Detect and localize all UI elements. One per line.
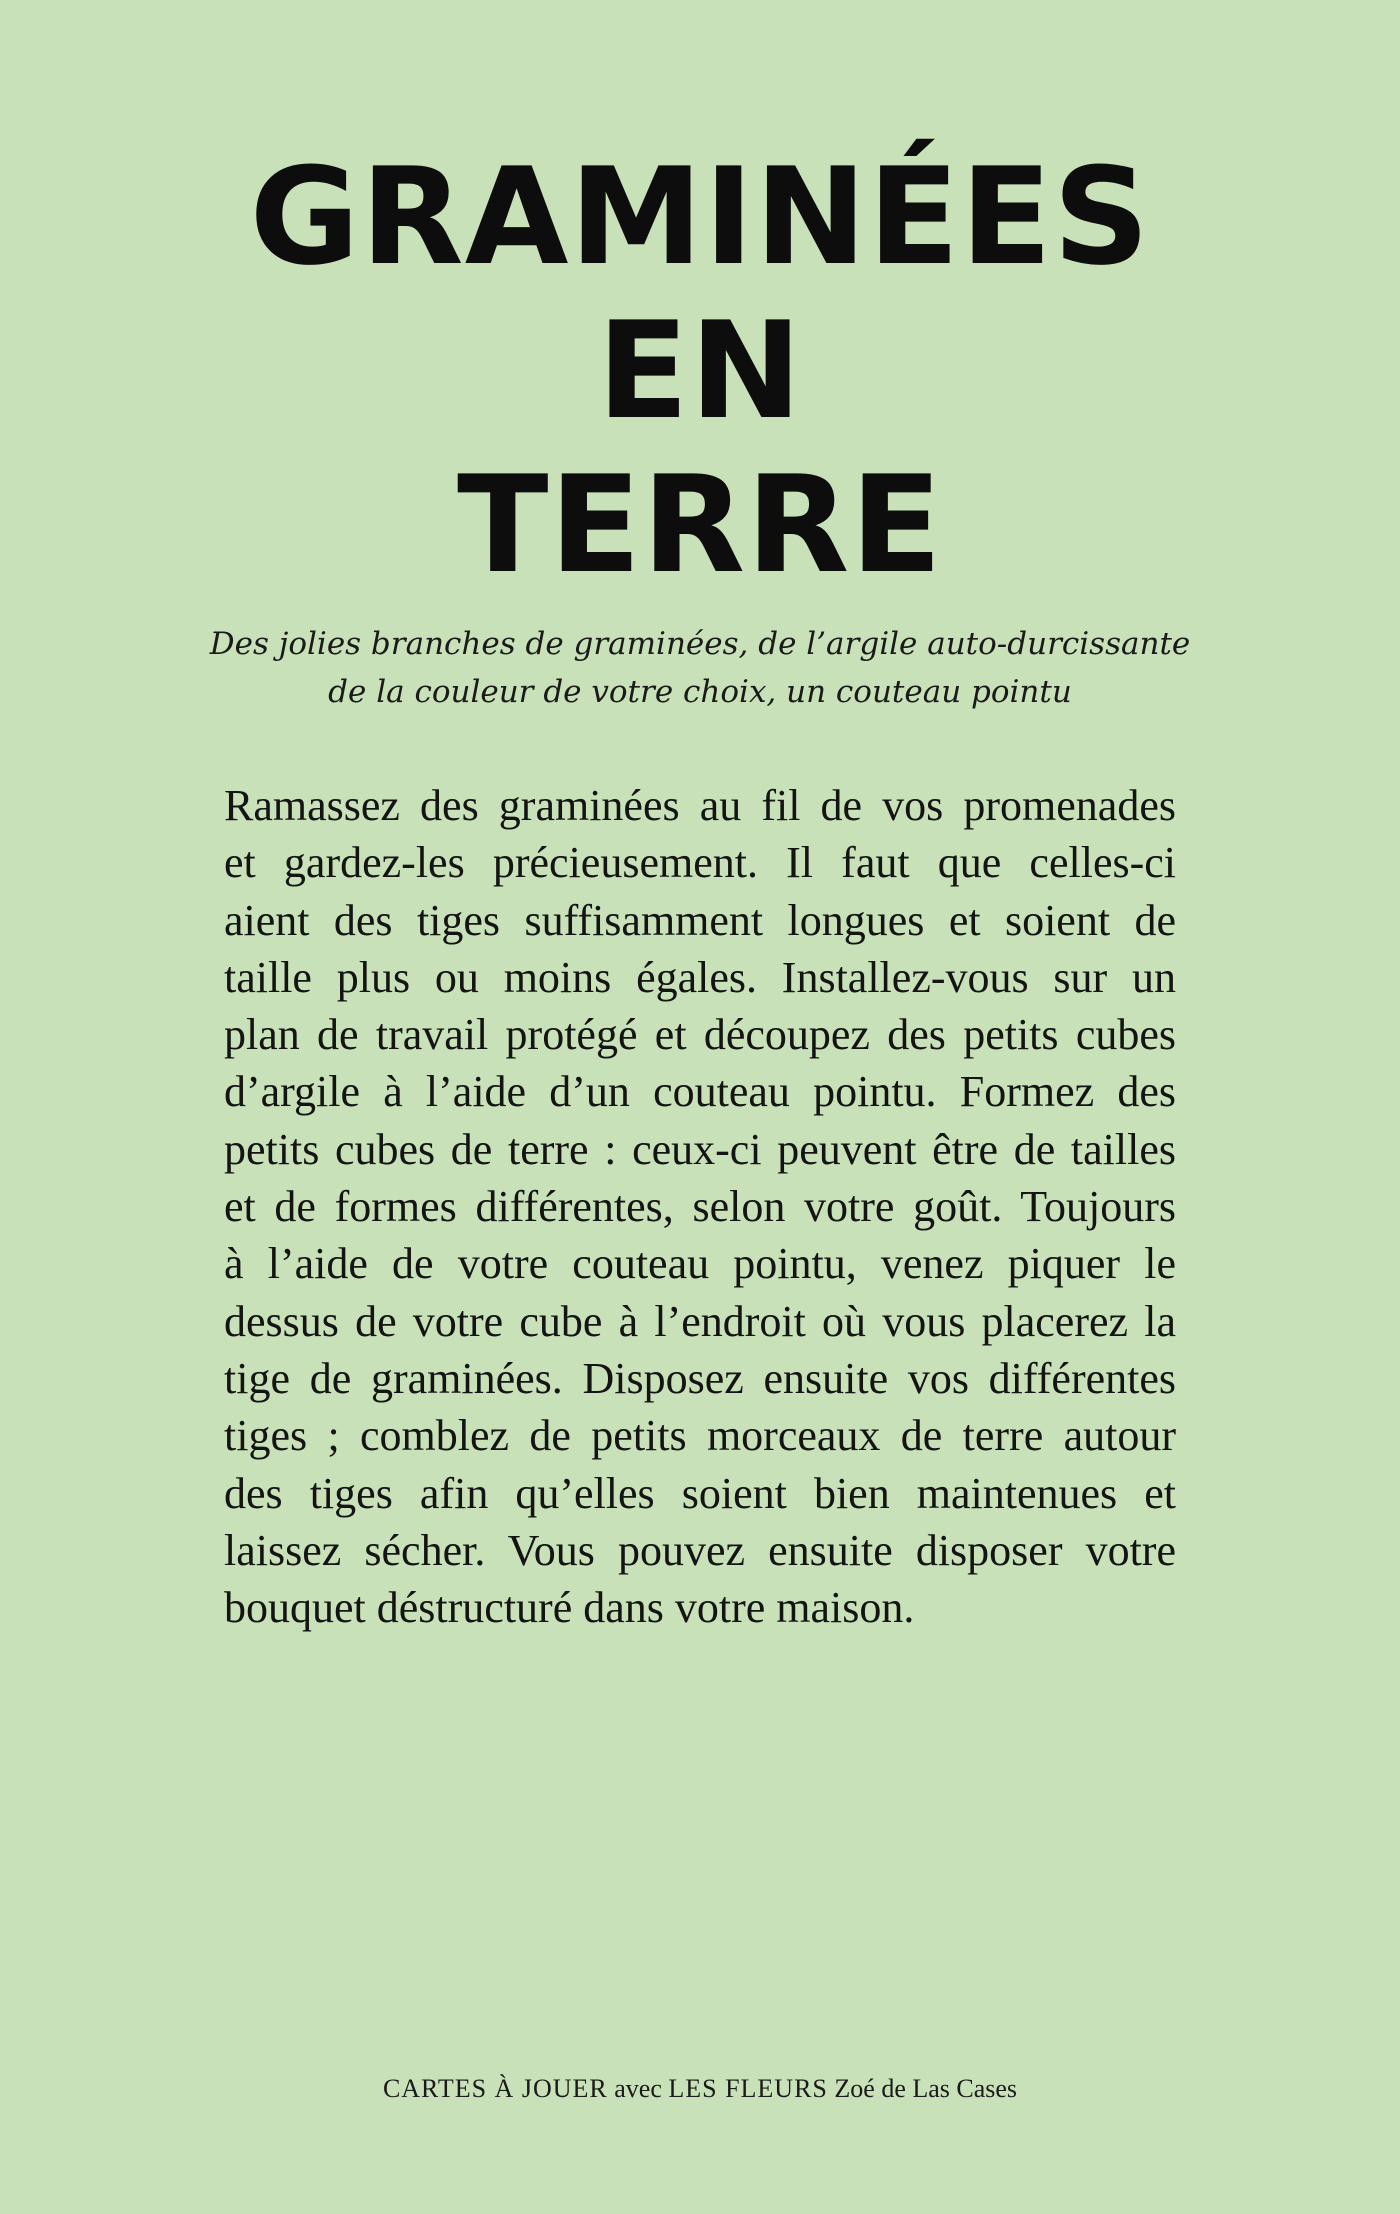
footer-collection: LES FLEURS — [668, 2074, 828, 2103]
instructions-line: bouquet déstructuré dans votre maison. — [224, 1583, 915, 1633]
instructions-line: d’argile à l’aide d’un couteau pointu. Formez des — [224, 1067, 1176, 1117]
instructions-line: des tiges afin qu’elles soient bien maintenues et — [224, 1468, 1176, 1518]
footer-series: CARTES À JOUER — [382, 2074, 608, 2103]
title-line-1: GRAMINÉES — [249, 139, 1151, 295]
instructions-line: et gardez-les précieusement. Il faut que celles-ci — [224, 838, 1176, 888]
instructions-text — [224, 777, 1176, 1636]
instructions-line: Ramassez des graminées au fil de vos promenades — [224, 781, 1176, 830]
instructions-line: tiges ; comblez de petits morceaux de terre autour — [224, 1411, 1176, 1461]
title-line-3: TERRE — [457, 447, 943, 603]
card-title — [0, 140, 1400, 602]
instructions-line: tige de graminées. Disposez ensuite vos différentes — [224, 1353, 1176, 1403]
title-line-2: EN — [597, 293, 803, 449]
instructions-line: et de formes différentes, selon votre goût. Toujours — [224, 1182, 1176, 1232]
instructions-line: laissez sécher. Vous pouvez ensuite disposer votre — [224, 1525, 1176, 1575]
instructions-line: dessus de votre cube à l’endroit où vous placerez la — [224, 1296, 1176, 1346]
footer-connector: avec — [614, 2074, 662, 2103]
materials-line-2: de la couleur de votre choix, un couteau pointu — [328, 674, 1072, 710]
footer-author: Zoé de Las Cases — [834, 2074, 1018, 2103]
instructions-line: aient des tiges suffisamment longues et soient de — [224, 895, 1176, 945]
instructions-line: taille plus ou moins égales. Installez-vous sur un — [224, 952, 1176, 1002]
materials-line-1: Des jolies branches de graminées, de l’argile auto-durcissante — [209, 626, 1191, 662]
materials-list — [0, 620, 1400, 716]
instructions-line: plan de travail protégé et découpez des petits cubes — [224, 1010, 1176, 1060]
card-footer — [0, 2072, 1400, 2106]
instructions-line: à l’aide de votre couteau pointu, venez piquer le — [224, 1239, 1176, 1289]
instructions-line: petits cubes de terre : ceux-ci peuvent être de tailles — [224, 1124, 1176, 1174]
